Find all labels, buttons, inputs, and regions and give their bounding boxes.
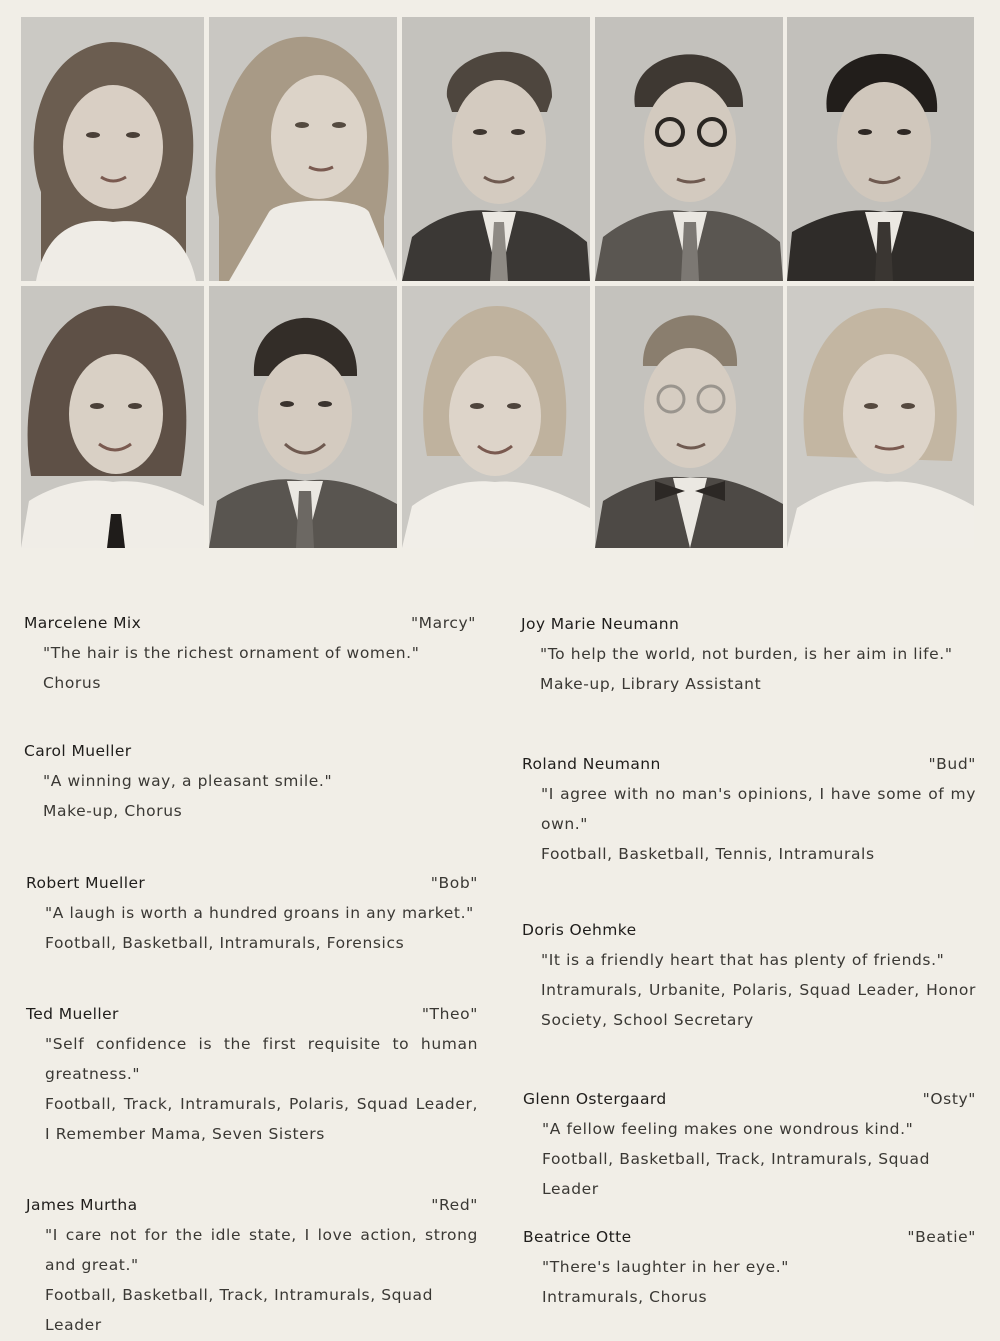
senior-quote: "A laugh is worth a hundred groans in any market." [45,904,474,922]
senior-quote: "It is a friendly heart that has plenty of friends." [541,951,945,969]
senior-entry [26,1190,478,1340]
senior-activities: Chorus [43,674,102,692]
senior-nickname: "Beatie" [907,1228,976,1246]
portrait-photo [595,17,783,281]
senior-entry [523,1084,976,1204]
senior-nickname: "Theo" [421,1005,478,1023]
senior-quote: "Self confidence is the first requisite to human greatness." [45,1035,478,1083]
senior-activities: Intramurals, Urbanite, Polaris, Squad Leader, Honor Society, School Secretary [541,981,976,1029]
senior-name: Joy Marie Neumann [521,615,680,633]
senior-quote: "I agree with no man's opinions, I have some of my own." [541,785,976,833]
senior-nickname: "Red" [431,1196,478,1214]
senior-name: Beatrice Otte [523,1228,632,1246]
senior-entry [26,999,478,1149]
senior-entry [522,915,976,1035]
senior-quote: "A fellow feeling makes one wondrous kind." [542,1120,914,1138]
portrait-photo [209,17,397,281]
senior-entry [521,609,976,699]
senior-activities: Make-up, Chorus [43,802,183,820]
portrait-photo [787,17,974,281]
senior-activities: Football, Basketball, Tennis, Intramurals [541,845,875,863]
senior-name: Carol Mueller [24,742,132,760]
senior-nickname: "Marcy" [410,614,476,632]
senior-activities: Football, Basketball, Track, Intramurals, Squad Leader [542,1150,931,1198]
senior-name: Robert Mueller [26,874,146,892]
senior-name: Roland Neumann [522,755,661,773]
senior-activities: Football, Basketball, Intramurals, Forensics [45,934,405,952]
portrait-photo [402,286,590,548]
senior-entry [24,608,476,698]
senior-name: Marcelene Mix [24,614,142,632]
senior-entry [523,1222,976,1312]
portrait-photo [595,286,783,548]
senior-name: Doris Oehmke [522,921,637,939]
senior-name: James Murtha [26,1196,138,1214]
senior-entry [26,868,478,958]
senior-entry [522,749,976,869]
senior-nickname: "Osty" [922,1090,976,1108]
senior-activities: Football, Basketball, Track, Intramurals, Squad Leader [45,1286,434,1334]
senior-entry [24,736,476,826]
senior-nickname: "Bob" [430,874,478,892]
senior-name: Glenn Ostergaard [523,1090,667,1108]
senior-name: Ted Mueller [26,1005,119,1023]
senior-activities: Intramurals, Chorus [542,1288,708,1306]
portrait-photo [787,286,974,548]
senior-quote: "There's laughter in her eye." [542,1258,790,1276]
senior-quote: "A winning way, a pleasant smile." [43,772,333,790]
senior-quote: "I care not for the idle state, I love action, strong and great." [45,1226,478,1274]
portrait-photo [21,17,204,281]
senior-nickname: "Bud" [928,755,976,773]
senior-activities: Football, Track, Intramurals, Polaris, Squad Leader, I Remember Mama, Seven Sisters [45,1095,478,1143]
portrait-photo [402,17,590,281]
portrait-photo [209,286,397,548]
portrait-photo [21,286,204,548]
senior-activities: Make-up, Library Assistant [540,675,762,693]
senior-quote: "The hair is the richest ornament of women." [43,644,420,662]
senior-quote: "To help the world, not burden, is her aim in life." [540,645,953,663]
